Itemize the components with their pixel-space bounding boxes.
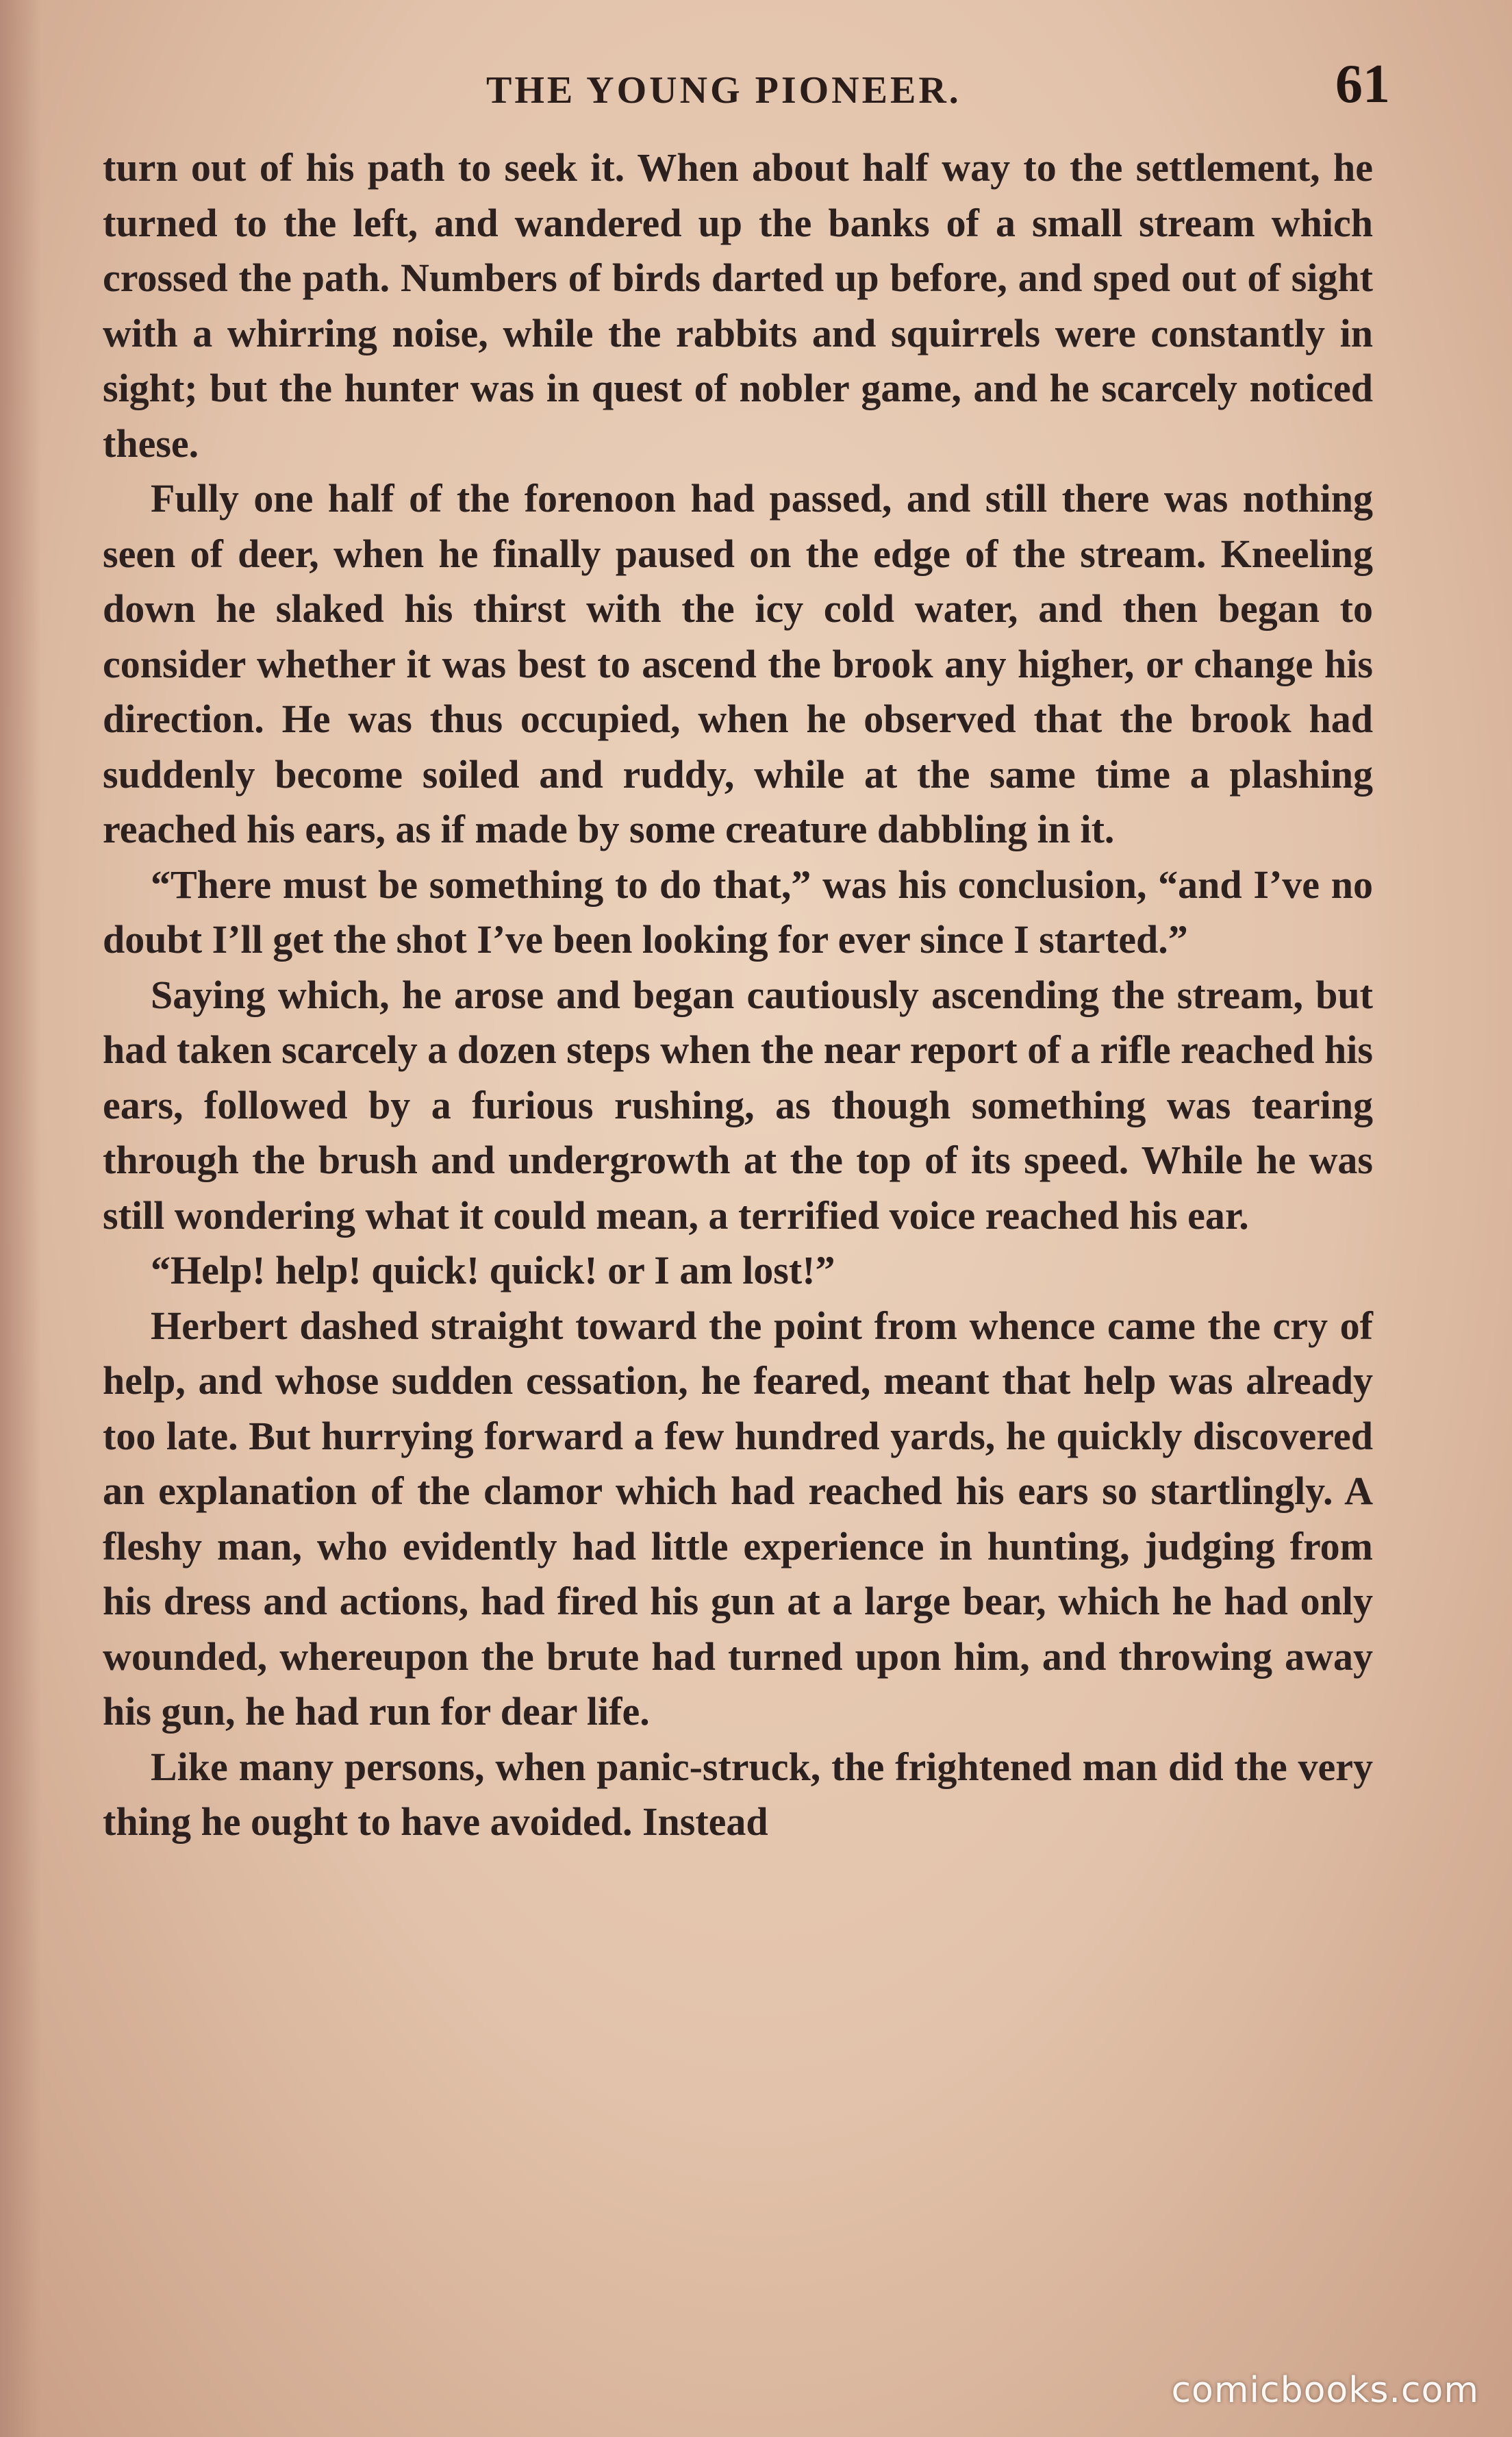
- running-title: THE YOUNG PIONEER.: [486, 69, 961, 112]
- page-shadow-edge: [0, 0, 41, 2437]
- paragraph: turn out of his path to seek it. When about half way to the settlement, he turned to the left, and wandered up the banks of a small stream which crossed the path. Numbers of birds darted up before, and sped out of sight with a whirring noise, while the rabbits and squirrels were constantly in sight; but the hunter was in quest of nobler game, and he scarcely noticed these.: [103, 145, 1373, 466]
- paragraph: Saying which, he arose and began cautiously ascending the stream, but had taken scarcely a dozen steps when the near report of a rifle reached his ears, followed by a furious rushing, as though something was tearing through the brush and undergrowth at the top of its speed. While he was still wondering what it could mean, a terrified voice reached his ear.: [103, 972, 1373, 1238]
- page-number: 61: [1335, 54, 1390, 114]
- paragraph: “Help! help! quick! quick! or I am lost!”: [151, 1248, 835, 1292]
- watermark: comicbooks.com: [1171, 2370, 1479, 2411]
- paragraph: Fully one half of the forenoon had passed, and still there was nothing seen of deer, when he finally paused on the edge of the stream. Kneeling down he slaked his thirst with the icy cold water, and then began to consider whether it was best to ascend the brook any higher, or change his direction. He was thus occupied, when he observed that the brook had suddenly become soiled and ruddy, while at the same time a plashing reached his ears, as if made by some creature dabbling in it.: [103, 476, 1373, 851]
- paragraph: “There must be something to do that,” was his conclusion, “and I’ve no doubt I’ll get the shot I’ve been looking for ever since I started.”: [103, 862, 1373, 962]
- paragraph: Like many persons, when panic-struck, the frightened man did the very thing he ought to have avoided. Instead: [103, 1744, 1373, 1844]
- body-text: [103, 140, 1373, 1850]
- paragraph: Herbert dashed straight toward the point from whence came the cry of help, and whose sudden cessation, he feared, meant that help was already too late. But hurrying forward a few hundred yards, he quickly discovered an explanation of the clamor which had reached his ears so startlingly. A fleshy man, who evidently had little experience in hunting, judging from his dress and actions, had fired his gun at a large bear, which he had only wounded, whereupon the brute had turned upon him, and throwing away his gun, he had run for dear life.: [103, 1303, 1373, 1734]
- page-header: [103, 53, 1390, 129]
